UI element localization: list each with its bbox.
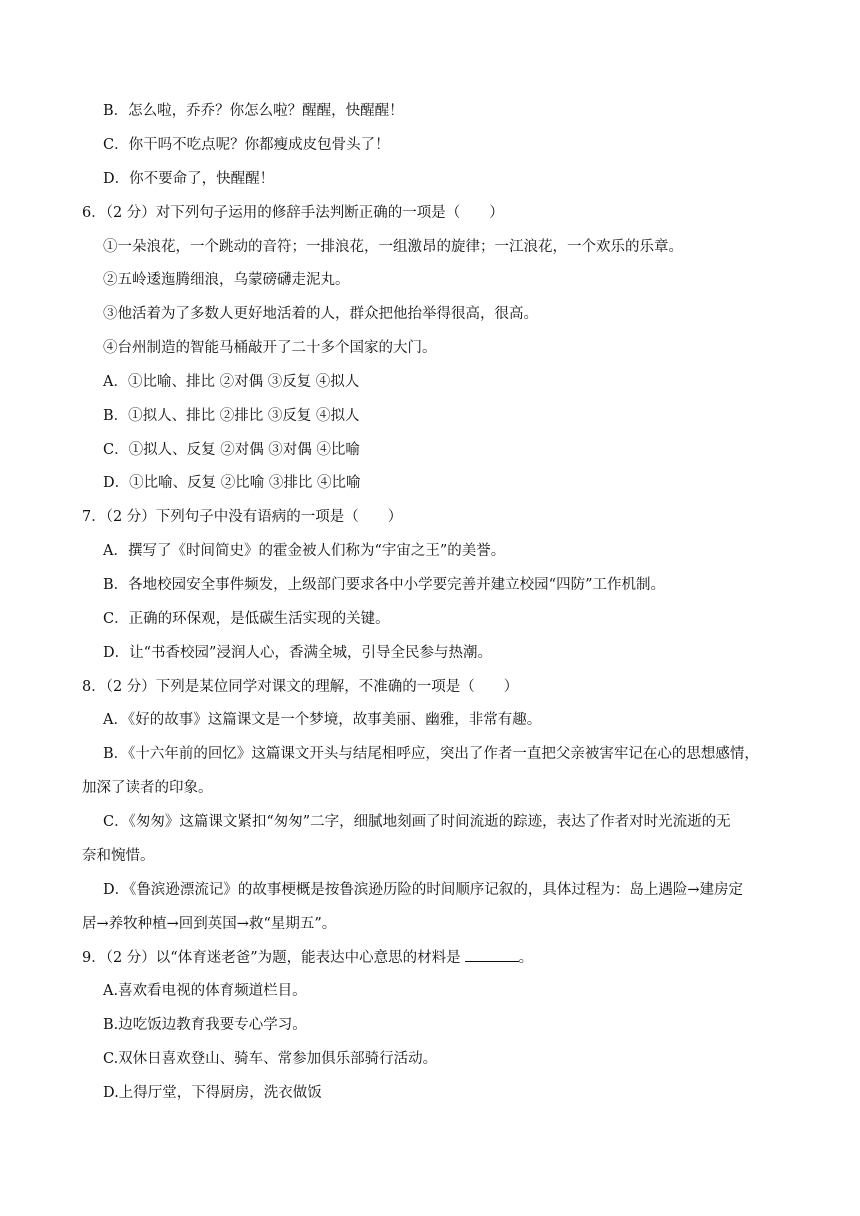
q7-stem: 7．（2 分）下列句子中没有语病的一项是（ ）: [82, 509, 403, 525]
q7-option-c: C．正确的环保观，是低碳生活实现的关键。: [103, 611, 390, 627]
q6-option-b: B．①拟人、排比 ②排比 ③反复 ④拟人: [103, 408, 360, 424]
q9-option-a: A.喜欢看电视的体育频道栏目。: [103, 983, 307, 999]
q8-option-b-line2: 加深了读者的印象。: [82, 780, 213, 796]
q8-stem: 8．（2 分）下列是某位同学对课文的理解，不准确的一项是（ ）: [82, 679, 519, 695]
q6-sentence-3: ③他活着为了多数人更好地活着的人，群众把他抬举得很高，很高。: [103, 306, 538, 322]
q8-option-d-line1: D．《鲁滨逊漂流记》的故事梗概是按鲁滨逊历险的时间顺序记叙的，具体过程为：岛上遇险→建房定: [103, 882, 744, 898]
q7-option-a: A．撰写了《时间简史》的霍金被人们称为“宇宙之王”的美誉。: [103, 543, 506, 559]
q9-option-d: D.上得厅堂，下得厨房，洗衣做饭: [103, 1085, 322, 1101]
q6-sentence-2: ②五岭逶迤腾细浪，乌蒙磅礴走泥丸。: [103, 272, 350, 288]
q8-option-d-line2: 居→养牧种植→回到英国→救“星期五”。: [82, 916, 337, 932]
q5-option-b: B．怎么啦，乔乔？你怎么啦？醒醒，快醒醒！: [103, 103, 404, 119]
q8-option-b-line1: B．《十六年前的回忆》这篇课文开头与结尾相呼应，突出了作者一直把父亲被害牢记在心的思想感情，: [103, 746, 759, 762]
q9-stem-line: [82, 947, 533, 968]
q6-stem: 6．（2 分）对下列句子运用的修辞手法判断正确的一项是（ ）: [82, 205, 504, 221]
q5-option-c: C．你干吗不吃点呢？你都瘦成皮包骨头了！: [103, 137, 390, 153]
q5-option-d: D．你不要命了，快醒醒！: [103, 171, 275, 187]
q6-option-d: D．①比喻、反复 ②比喻 ③排比 ④比喻: [103, 475, 361, 491]
q9-stem: 9．（2 分）以“体育迷老爸”为题，能表达中心意思的材料是: [82, 950, 461, 966]
q7-option-b: B．各地校园安全事件频发，上级部门要求各中小学要完善并建立校园“四防”工作机制。: [103, 577, 665, 593]
q6-option-a: A．①比喻、排比 ②对偶 ③反复 ④拟人: [103, 374, 360, 390]
q9-option-b: B.边吃饭边教育我要专心学习。: [103, 1017, 307, 1033]
q9-answer-blank: [465, 947, 519, 962]
q6-sentence-4: ④台州制造的智能马桶敲开了二十多个国家的大门。: [103, 340, 437, 356]
q6-sentence-1: ①一朵浪花，一个跳动的音符；一排浪花，一组激昂的旋律；一江浪花，一个欢乐的乐章。: [103, 239, 683, 255]
q6-option-c: C．①拟人、反复 ②对偶 ③对偶 ④比喻: [103, 442, 360, 458]
q9-option-c: C.双休日喜欢登山、骑车、常参加俱乐部骑行活动。: [103, 1051, 438, 1067]
q8-option-c-line2: 奈和惋惜。: [82, 848, 155, 864]
q9-stem-end: 。: [518, 950, 534, 966]
q8-option-a: A．《好的故事》这篇课文是一个梦境，故事美丽、幽雅，非常有趣。: [103, 712, 542, 728]
q7-option-d: D．让“书香校园”浸润人心，香满全城，引导全民参与热潮。: [103, 645, 492, 661]
q8-option-c-line1: C．《匆匆》这篇课文紧扣“匆匆”二字，细腻地刻画了时间流逝的踪迹，表达了作者对时光流逝的无: [103, 814, 731, 830]
